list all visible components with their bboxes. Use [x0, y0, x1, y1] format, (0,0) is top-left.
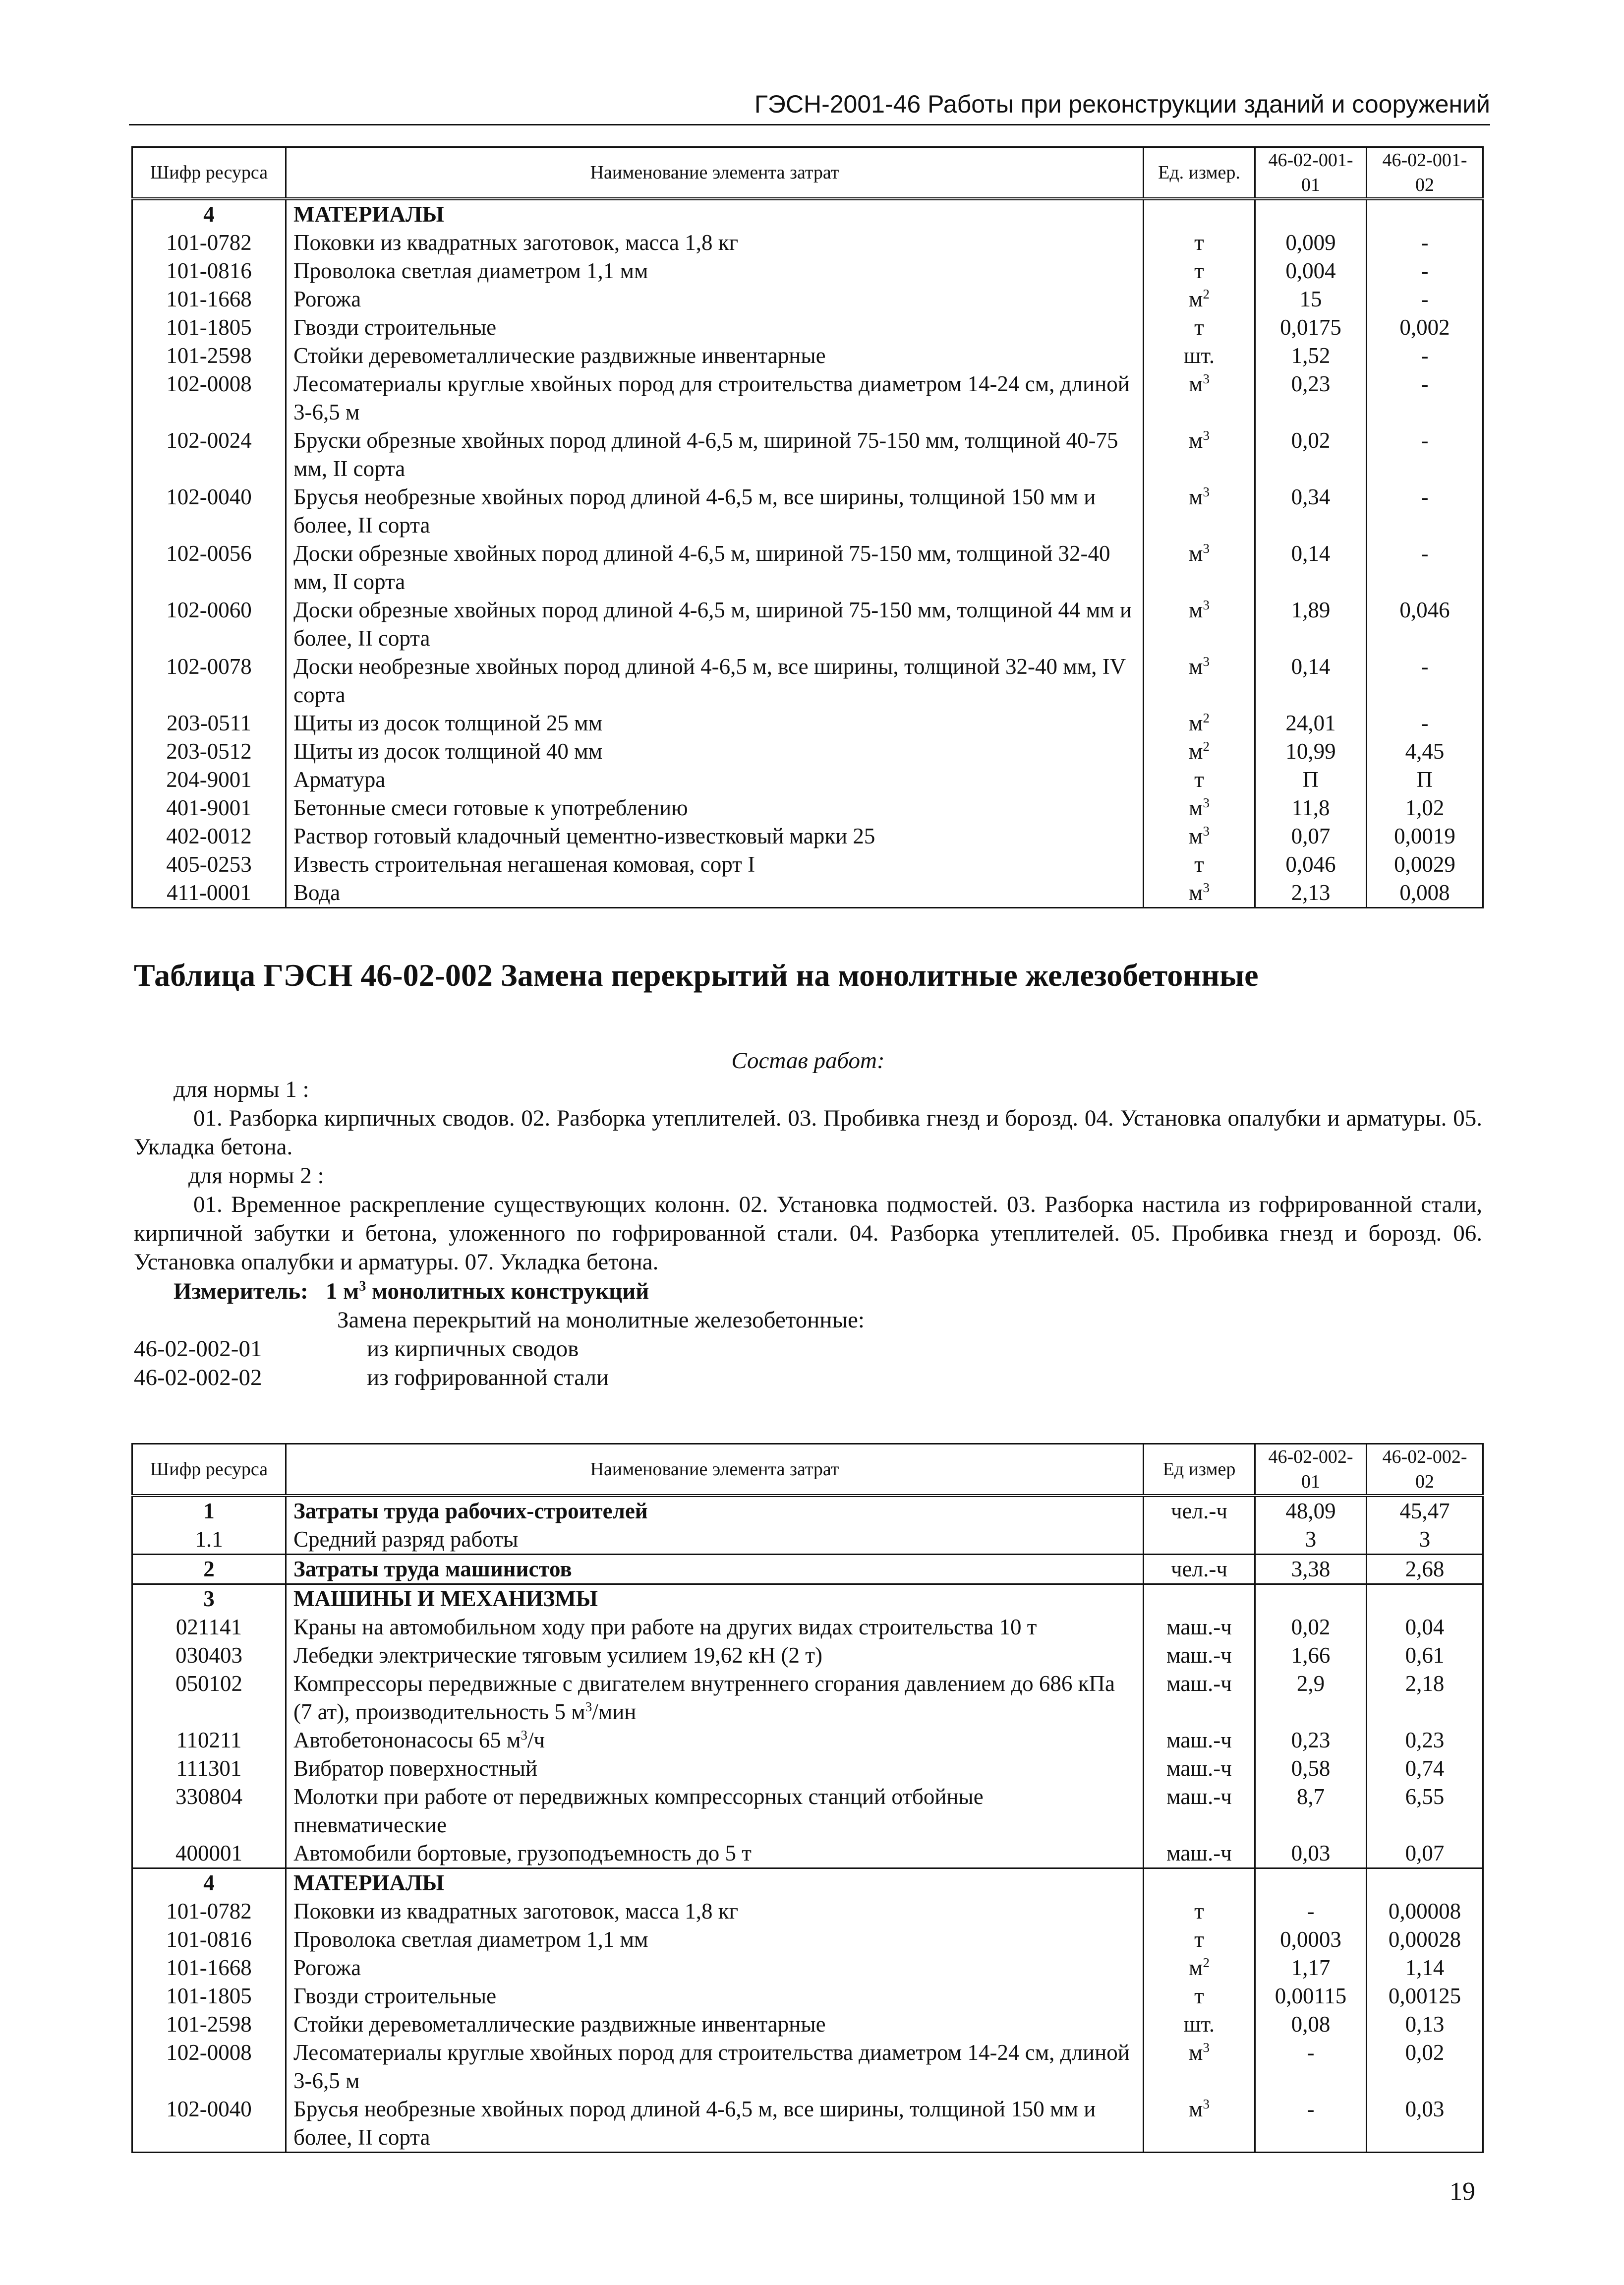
norm-description: из кирпичных сводов — [367, 1336, 579, 1362]
unit: $м^3$ — [1144, 879, 1255, 908]
resource-code: 101-2598 — [132, 2010, 286, 2039]
resource-name: Арматура — [286, 766, 1144, 794]
column-header: 46-02-002-02 — [1367, 1444, 1483, 1496]
code-list — [134, 1334, 1482, 1392]
resource-name: Рогожа — [286, 1954, 1144, 1982]
resource-name: МАТЕРИАЛЫ — [286, 199, 1144, 229]
resource-code: 102-0008 — [132, 2039, 286, 2095]
unit — [1144, 1525, 1255, 1555]
column-header: 46-02-001-02 — [1367, 147, 1483, 199]
resource-code: 2 — [132, 1555, 286, 1584]
value-norm-1: 11,8 — [1255, 794, 1367, 822]
table-row — [132, 2095, 1483, 2153]
table-row — [132, 1754, 1483, 1783]
value-norm-1: 8,7 — [1255, 1783, 1367, 1839]
resource-name: Затраты труда рабочих-строителей — [286, 1496, 1144, 1525]
table-row — [132, 483, 1483, 540]
unit: маш.-ч — [1144, 1839, 1255, 1868]
value-norm-2: 0,03 — [1367, 2095, 1483, 2153]
meter-label: Измеритель: — [174, 1278, 308, 1304]
value-norm-2: - — [1367, 285, 1483, 313]
unit: $м^3$ — [1144, 596, 1255, 653]
table-row — [132, 1670, 1483, 1726]
table-row — [132, 1925, 1483, 1954]
value-norm-2: 0,00008 — [1367, 1897, 1483, 1925]
unit: $м^3$ — [1144, 540, 1255, 596]
table-row — [132, 1613, 1483, 1641]
value-norm-1 — [1255, 1868, 1367, 1898]
table-row — [132, 709, 1483, 737]
resource-code: 021141 — [132, 1613, 286, 1641]
norm-code-row — [134, 1334, 1482, 1363]
resource-name: Брусья необрезные хвойных пород длиной 4-6,5 м, все ширины, толщиной 150 мм и более, II сорта — [286, 2095, 1144, 2153]
unit: $м^2$ — [1144, 709, 1255, 737]
unit: $м^2$ — [1144, 737, 1255, 766]
value-norm-2: 0,13 — [1367, 2010, 1483, 2039]
replacement-label: Замена перекрытий на монолитные железобетонные: — [337, 1307, 865, 1333]
value-norm-1: 1,52 — [1255, 342, 1367, 370]
composition-label: Состав работ: — [731, 1048, 885, 1074]
resource-code: 101-1805 — [132, 1982, 286, 2010]
unit — [1144, 1868, 1255, 1898]
value-norm-1: 0,14 — [1255, 653, 1367, 709]
resource-name: Брусья необрезные хвойных пород длиной 4-6,5 м, все ширины, толщиной 150 мм и более, II сорта — [286, 483, 1144, 540]
value-norm-1: 1,89 — [1255, 596, 1367, 653]
value-norm-2 — [1367, 1868, 1483, 1898]
resource-name: Поковки из квадратных заготовок, масса 1,8 кг — [286, 229, 1144, 257]
table-row — [132, 1555, 1483, 1584]
norm2-text: 01. Временное раскрепление существующих колонн. 02. Установка подмостей. 03. Разборка настила из гофрированной стали, кирпичной забутки и бетона, уложенного по гофрированной стали. 04. Разборка утеплителей. 05. Пробивка гнезд и борозд. 06. Установка опалубки и арматуры. 07. Укладка бетона. — [134, 1192, 1482, 1275]
resource-table-46-02-002 — [131, 1443, 1484, 2153]
meter-value: 1 $м^3$ монолитных конструкций — [325, 1278, 649, 1304]
resource-name: Рогожа — [286, 285, 1144, 313]
resource-code: 101-1668 — [132, 285, 286, 313]
value-norm-1: 0,23 — [1255, 1726, 1367, 1754]
resource-name: Бетонные смеси готовые к употреблению — [286, 794, 1144, 822]
resource-name: Проволока светлая диаметром 1,1 мм — [286, 1925, 1144, 1954]
resource-code: 110211 — [132, 1726, 286, 1754]
value-norm-1: 48,09 — [1255, 1496, 1367, 1525]
table-row — [132, 2010, 1483, 2039]
value-norm-1: П — [1255, 766, 1367, 794]
resource-code: 400001 — [132, 1839, 286, 1868]
unit: т — [1144, 1897, 1255, 1925]
resource-code: 411-0001 — [132, 879, 286, 908]
value-norm-1: 0,004 — [1255, 257, 1367, 285]
value-norm-2: 0,002 — [1367, 313, 1483, 342]
value-norm-1: 3 — [1255, 1525, 1367, 1555]
unit: $м^3$ — [1144, 370, 1255, 426]
resource-code: 1 — [132, 1496, 286, 1525]
resource-code: 050102 — [132, 1670, 286, 1726]
table-row — [132, 313, 1483, 342]
unit: маш.-ч — [1144, 1670, 1255, 1726]
value-norm-2: 0,0029 — [1367, 850, 1483, 879]
table-row — [132, 257, 1483, 285]
resource-code: 401-9001 — [132, 794, 286, 822]
resource-name: Краны на автомобильном ходу при работе на других видах строительства 10 т — [286, 1613, 1144, 1641]
unit: $м^3$ — [1144, 2039, 1255, 2095]
unit: маш.-ч — [1144, 1726, 1255, 1754]
value-norm-2: 1,02 — [1367, 794, 1483, 822]
unit: $м^3$ — [1144, 794, 1255, 822]
value-norm-2: - — [1367, 229, 1483, 257]
unit: $м^2$ — [1144, 1954, 1255, 1982]
table-row — [132, 1525, 1483, 1555]
value-norm-1: 0,0175 — [1255, 313, 1367, 342]
column-header: Ед. измер. — [1144, 147, 1255, 199]
resource-name: МАШИНЫ И МЕХАНИЗМЫ — [286, 1584, 1144, 1614]
value-norm-1: 0,07 — [1255, 822, 1367, 850]
column-header: Шифр ресурса — [132, 147, 286, 199]
value-norm-2: - — [1367, 426, 1483, 483]
resource-code: 4 — [132, 1868, 286, 1898]
resource-name: Затраты труда машинистов — [286, 1555, 1144, 1584]
resource-code: 101-0782 — [132, 229, 286, 257]
resource-code: 101-0782 — [132, 1897, 286, 1925]
unit: маш.-ч — [1144, 1641, 1255, 1670]
unit: чел.-ч — [1144, 1496, 1255, 1525]
value-norm-2: 6,55 — [1367, 1783, 1483, 1839]
table-row — [132, 1954, 1483, 1982]
resource-code: 102-0060 — [132, 596, 286, 653]
resource-code: 102-0024 — [132, 426, 286, 483]
value-norm-1: 0,046 — [1255, 850, 1367, 879]
value-norm-1: 1,17 — [1255, 1954, 1367, 1982]
value-norm-1: 3,38 — [1255, 1555, 1367, 1584]
value-norm-2: 0,0019 — [1367, 822, 1483, 850]
value-norm-2 — [1367, 1584, 1483, 1614]
unit: т — [1144, 1925, 1255, 1954]
table-row — [132, 1868, 1483, 1898]
column-header: Наименование элемента затрат — [286, 1444, 1144, 1496]
resource-name: Проволока светлая диаметром 1,1 мм — [286, 257, 1144, 285]
resource-name: Вода — [286, 879, 1144, 908]
value-norm-1: 15 — [1255, 285, 1367, 313]
value-norm-1: 2,13 — [1255, 879, 1367, 908]
unit: т — [1144, 1982, 1255, 2010]
value-norm-2: - — [1367, 257, 1483, 285]
norm-code: 46-02-002-01 — [134, 1336, 262, 1362]
value-norm-2: - — [1367, 342, 1483, 370]
value-norm-2: П — [1367, 766, 1483, 794]
value-norm-1: 0,03 — [1255, 1839, 1367, 1868]
resource-name: Поковки из квадратных заготовок, масса 1,8 кг — [286, 1897, 1144, 1925]
value-norm-2: 0,00125 — [1367, 1982, 1483, 2010]
column-header: 46-02-001-01 — [1255, 147, 1367, 199]
resource-name: Вибратор поверхностный — [286, 1754, 1144, 1783]
norm-description: из гофрированной стали — [367, 1365, 609, 1390]
unit — [1144, 199, 1255, 229]
value-norm-2: 0,02 — [1367, 2039, 1483, 2095]
resource-code: 204-9001 — [132, 766, 286, 794]
norm1-text: 01. Разборка кирпичных сводов. 02. Разборка утеплителей. 03. Пробивка гнезд и борозд. 04. Установка опалубки и арматуры. 05. Укладка бетона. — [134, 1105, 1482, 1160]
value-norm-2: 0,008 — [1367, 879, 1483, 908]
resource-code: 030403 — [132, 1641, 286, 1670]
unit: маш.-ч — [1144, 1613, 1255, 1641]
value-norm-1: 0,02 — [1255, 1613, 1367, 1641]
unit: маш.-ч — [1144, 1783, 1255, 1839]
unit: $м^3$ — [1144, 483, 1255, 540]
table-header-row — [132, 1444, 1483, 1496]
value-norm-2: 0,00028 — [1367, 1925, 1483, 1954]
resource-name: Автомобили бортовые, грузоподъемность до 5 т — [286, 1839, 1144, 1868]
value-norm-2: 3 — [1367, 1525, 1483, 1555]
resource-code: 101-2598 — [132, 342, 286, 370]
table-title: Таблица ГЭСН 46-02-002 Замена перекрытий на монолитные железобетонные — [134, 958, 1259, 993]
resource-name: Молотки при работе от передвижных компрессорных станций отбойные пневматические — [286, 1783, 1144, 1839]
unit: $м^3$ — [1144, 653, 1255, 709]
table-row — [132, 1897, 1483, 1925]
table-row — [132, 199, 1483, 229]
value-norm-2: 45,47 — [1367, 1496, 1483, 1525]
value-norm-2: 0,74 — [1367, 1754, 1483, 1783]
value-norm-1: 24,01 — [1255, 709, 1367, 737]
column-header: 46-02-002-01 — [1255, 1444, 1367, 1496]
table-row — [132, 653, 1483, 709]
norm-code-row — [134, 1363, 1482, 1392]
table-row — [132, 1783, 1483, 1839]
resource-code: 203-0512 — [132, 737, 286, 766]
resource-name: Гвозди строительные — [286, 313, 1144, 342]
resource-code: 102-0008 — [132, 370, 286, 426]
table-row — [132, 229, 1483, 257]
resource-name: Лесоматериалы круглые хвойных пород для строительства диаметром 14-24 см, длиной 3-6,5 м — [286, 370, 1144, 426]
resource-name: Автобетононасосы 65 $м^3/ч$ — [286, 1726, 1144, 1754]
table-row — [132, 342, 1483, 370]
resource-code: 3 — [132, 1584, 286, 1614]
table-row — [132, 1726, 1483, 1754]
table-row — [132, 2039, 1483, 2095]
resource-name: Лебедки электрические тяговым усилием 19,62 кН (2 т) — [286, 1641, 1144, 1670]
table-row — [132, 794, 1483, 822]
resource-name: Доски необрезные хвойных пород длиной 4-6,5 м, все ширины, толщиной 32-40 мм, IV сорта — [286, 653, 1144, 709]
value-norm-2: 0,07 — [1367, 1839, 1483, 1868]
table-row — [132, 1982, 1483, 2010]
value-norm-2: - — [1367, 709, 1483, 737]
value-norm-1: 2,9 — [1255, 1670, 1367, 1726]
resource-name: Стойки деревометаллические раздвижные инвентарные — [286, 2010, 1144, 2039]
table-row — [132, 766, 1483, 794]
resource-name: Доски обрезные хвойных пород длиной 4-6,5 м, шириной 75-150 мм, толщиной 32-40 мм, II сорта — [286, 540, 1144, 596]
unit: шт. — [1144, 2010, 1255, 2039]
resource-name: Бруски обрезные хвойных пород длиной 4-6,5 м, шириной 75-150 мм, толщиной 40-75 мм, II сорта — [286, 426, 1144, 483]
value-norm-2: 0,04 — [1367, 1613, 1483, 1641]
table-row — [132, 1641, 1483, 1670]
resource-code: 111301 — [132, 1754, 286, 1783]
resource-code: 101-0816 — [132, 257, 286, 285]
table-row — [132, 426, 1483, 483]
resource-name: Средний разряд работы — [286, 1525, 1144, 1555]
table-row — [132, 1584, 1483, 1614]
table-row — [132, 285, 1483, 313]
value-norm-1 — [1255, 199, 1367, 229]
unit: т — [1144, 850, 1255, 879]
value-norm-2: 2,68 — [1367, 1555, 1483, 1584]
unit: чел.-ч — [1144, 1555, 1255, 1584]
table-row — [132, 596, 1483, 653]
table-header-row — [132, 147, 1483, 199]
value-norm-2: 0,23 — [1367, 1726, 1483, 1754]
table-row — [132, 370, 1483, 426]
value-norm-2 — [1367, 199, 1483, 229]
table1-body — [132, 147, 1483, 908]
unit: $м^3$ — [1144, 2095, 1255, 2153]
value-norm-1 — [1255, 1584, 1367, 1614]
page-number: 19 — [1450, 2177, 1475, 2206]
resource-code: 101-0816 — [132, 1925, 286, 1954]
resource-name: Щиты из досок толщиной 25 мм — [286, 709, 1144, 737]
value-norm-1: - — [1255, 2039, 1367, 2095]
resource-code: 1.1 — [132, 1525, 286, 1555]
value-norm-1: - — [1255, 1897, 1367, 1925]
table-row — [132, 822, 1483, 850]
value-norm-1: 0,14 — [1255, 540, 1367, 596]
resource-name: Компрессоры передвижные с двигателем внутреннего сгорания давлением до 686 кПа (7 ат), производительность 5 $м^3$/мин — [286, 1670, 1144, 1726]
column-header: Наименование элемента затрат — [286, 147, 1144, 199]
value-norm-2: 4,45 — [1367, 737, 1483, 766]
unit: т — [1144, 229, 1255, 257]
table-row — [132, 1496, 1483, 1525]
norm1-label: для нормы 1 : — [174, 1077, 309, 1102]
unit: т — [1144, 257, 1255, 285]
value-norm-2: - — [1367, 370, 1483, 426]
resource-code: 330804 — [132, 1783, 286, 1839]
value-norm-2: 1,14 — [1367, 1954, 1483, 1982]
unit: $м^3$ — [1144, 822, 1255, 850]
resource-name: Раствор готовый кладочный цементно-известковый марки 25 — [286, 822, 1144, 850]
resource-name: Известь строительная негашеная комовая, сорт I — [286, 850, 1144, 879]
table-row — [132, 1839, 1483, 1868]
value-norm-1: 1,66 — [1255, 1641, 1367, 1670]
unit: шт. — [1144, 342, 1255, 370]
value-norm-1: - — [1255, 2095, 1367, 2153]
value-norm-1: 0,02 — [1255, 426, 1367, 483]
resource-code: 4 — [132, 199, 286, 229]
table-row — [132, 737, 1483, 766]
running-header: ГЭСН-2001-46 Работы при реконструкции зданий и сооружений — [129, 87, 1490, 125]
resource-name: Стойки деревометаллические раздвижные инвентарные — [286, 342, 1144, 370]
resource-name: Лесоматериалы круглые хвойных пород для строительства диаметром 14-24 см, длиной 3-6,5 м — [286, 2039, 1144, 2095]
resource-code: 405-0253 — [132, 850, 286, 879]
norm-code: 46-02-002-02 — [134, 1365, 262, 1390]
resource-name: Щиты из досок толщиной 40 мм — [286, 737, 1144, 766]
resource-table-46-02-001 — [131, 146, 1484, 908]
resource-code: 102-0056 — [132, 540, 286, 596]
value-norm-1: 0,23 — [1255, 370, 1367, 426]
value-norm-1: 0,58 — [1255, 1754, 1367, 1783]
resource-code: 101-1668 — [132, 1954, 286, 1982]
value-norm-1: 0,009 — [1255, 229, 1367, 257]
table2-body — [132, 1444, 1483, 2153]
unit: $м^2$ — [1144, 285, 1255, 313]
unit — [1144, 1584, 1255, 1614]
resource-code: 203-0511 — [132, 709, 286, 737]
value-norm-2: - — [1367, 653, 1483, 709]
resource-name: МАТЕРИАЛЫ — [286, 1868, 1144, 1898]
resource-name: Гвозди строительные — [286, 1982, 1144, 2010]
resource-code: 102-0078 — [132, 653, 286, 709]
value-norm-1: 0,00115 — [1255, 1982, 1367, 2010]
column-header: Ед измер — [1144, 1444, 1255, 1496]
unit: маш.-ч — [1144, 1754, 1255, 1783]
resource-name: Доски обрезные хвойных пород длиной 4-6,5 м, шириной 75-150 мм, толщиной 44 мм и более, II сорта — [286, 596, 1144, 653]
table-row — [132, 850, 1483, 879]
value-norm-1: 0,0003 — [1255, 1925, 1367, 1954]
value-norm-1: 0,34 — [1255, 483, 1367, 540]
resource-code: 102-0040 — [132, 483, 286, 540]
resource-code: 402-0012 — [132, 822, 286, 850]
value-norm-2: - — [1367, 483, 1483, 540]
meter-line — [174, 1277, 1522, 1306]
resource-code: 101-1805 — [132, 313, 286, 342]
unit: т — [1144, 766, 1255, 794]
value-norm-2: - — [1367, 540, 1483, 596]
value-norm-1: 10,99 — [1255, 737, 1367, 766]
value-norm-1: 0,08 — [1255, 2010, 1367, 2039]
value-norm-2: 0,61 — [1367, 1641, 1483, 1670]
value-norm-2: 0,046 — [1367, 596, 1483, 653]
resource-code: 102-0040 — [132, 2095, 286, 2153]
norm2-label: для нормы 2 : — [188, 1163, 324, 1189]
table-row — [132, 540, 1483, 596]
unit: т — [1144, 313, 1255, 342]
unit: $м^3$ — [1144, 426, 1255, 483]
column-header: Шифр ресурса — [132, 1444, 286, 1496]
value-norm-2: 2,18 — [1367, 1670, 1483, 1726]
table-row — [132, 879, 1483, 908]
